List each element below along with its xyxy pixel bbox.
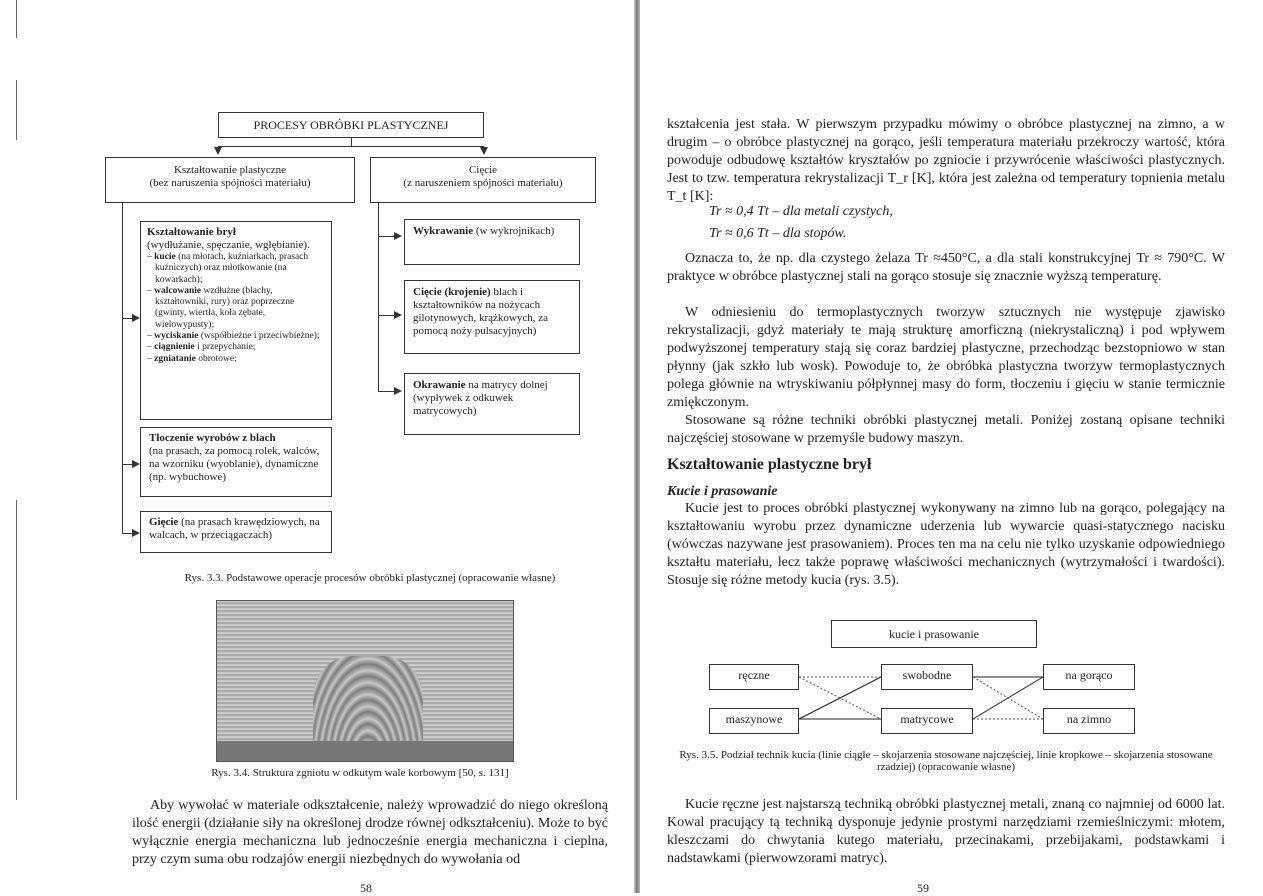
cold-box: na zimno	[1043, 708, 1135, 734]
diagram-title-box	[218, 112, 484, 138]
crankshaft-structure-photo	[216, 600, 514, 762]
bryl-item-text: (na młotach, kuźniarkach, prasach kuźniczych) oraz młotkowanie (na kowarkach);	[155, 252, 309, 285]
connector-line	[351, 138, 352, 147]
right-page	[641, 0, 1263, 893]
branch-shaping-box	[105, 157, 355, 203]
figure-caption-3-5: Rys. 3.5. Podział technik kucia (linie ciągłe – skojarzenia stosowane najczęściej, linie kropkowe – skojarzenia stosowane rzadziej) (opracowanie własne)	[679, 749, 1213, 773]
bryl-list-item: – ciągnienie i przepychanie;	[147, 342, 256, 353]
page-edge-line	[16, 0, 17, 38]
bryl-item-bold: zgniatanie	[154, 353, 196, 364]
bryl-item-text: i przepychanie;	[194, 342, 256, 353]
connector-line	[378, 203, 379, 391]
paragraph-3: W odniesieniu do termoplastycznych tworzyw sztucznych nie występuje zjawisko rekrystalizacji, gdyż materiały te mają strukturę amorficzną (niekrystaliczną) i pod wpływem podwyższonej temperatury stają się coraz bardziej plastyczne, przechodząc bezstopniowo w stan płynny (jak szkło lub wosk). Powoduje to, że obróbka plastyczna tworzyw termoplastycznych polega głównie na wtryskiwaniu półpłynnej masy do form, tłoczeniu i gięciu w stanie termicznie zmiękczonym.	[667, 305, 1225, 410]
bryl-item-bold: walcowanie	[154, 285, 202, 296]
bryl-item-bold: ciągnienie	[154, 342, 195, 353]
manual-box: ręczne	[709, 664, 799, 690]
wykrawanie-bold: Wykrawanie	[413, 225, 474, 237]
tloczenie-box	[140, 427, 332, 497]
okrawanie-box	[404, 373, 580, 435]
paragraph-6: Kucie ręczne jest najstarszą techniką obróbki plastycznej metali, znaną co najmniej od 6000 lat. Kowal pracujący tą techniką dysponuje jedynie prostymi narzędziami rzemieślniczymi: młotem, kleszczami do chwytania kutego materiału, przecinakami, przebijakami, podstawkami i nadstawkami (pierwowzorami matryc).	[667, 797, 1225, 866]
okrawanie-bold: Okrawanie	[413, 379, 466, 391]
branch-shaping-title: Kształtowanie plastyczne	[173, 164, 287, 176]
bryl-item-text: wzdłużne (blachy, kształtowniki, rury) oraz poprzeczne (gwinty, wiertła, koła zębate, wielowypusty);	[155, 285, 295, 330]
formula-2: Tr ≈ 0,6 Tt – dla stopów.	[709, 226, 847, 241]
page-number: 58	[360, 881, 372, 895]
bryl-desc: (wydłużanie, spęczanie, wgłębianie).	[147, 239, 310, 251]
bryl-list-item: – wyciskanie (współbieżne i przeciwbieżne);	[147, 331, 320, 342]
arrow-right-icon	[132, 529, 140, 537]
forging-root-box: kucie i prasowanie	[831, 620, 1037, 648]
bryl-title: Kształtowanie brył	[147, 226, 236, 238]
body-paragraph: Aby wywołać w materiale odkształcenie, należy wprowadzić do niego określoną ilość energii (działanie siły na określonej drodze równej odkształceniu). Może to być wyłącznie energia mechaniczna lub jednocześnie energia mechaniczna i cieplna, przy czym suma obu rodzajów energii niezbędnych do wywołania od	[132, 798, 608, 867]
bryl-item-text: obrotowe;	[195, 353, 237, 364]
machine-box: maszynowe	[709, 708, 799, 734]
branch-cutting-box	[370, 157, 596, 203]
figure-caption-3-4: Rys. 3.4. Struktura zgniotu w odkutym wale korbowym [50, s. 131]	[211, 767, 509, 779]
book-gutter	[634, 0, 640, 893]
arrow-down-icon	[480, 147, 488, 155]
bryl-list-item: – zgniatanie obrotowe;	[147, 353, 237, 364]
formula-1: Tr ≈ 0,4 Tt – dla metali czystych,	[709, 204, 893, 219]
diagram-title: PROCESY OBRÓBKI PLASTYCZNEJ	[253, 118, 449, 132]
arrow-right-icon	[394, 387, 402, 395]
okrawanie-text: na matrycy dolnej (wypływek z odkuwek matrycowych)	[413, 379, 548, 417]
paragraph-4: Stosowane są różne techniki obróbki plastycznej metali. Poniżej zostaną opisane techniki najczęściej stosowane w przemyśle budowy maszyn.	[667, 413, 1225, 446]
paragraph-2: Oznacza to, że np. dla czystego żelaza Tr ≈450°C, a dla stali konstrukcyjnej Tr ≈ 790°C. W praktyce w obróbce plastycznej stali na gorąco stosuje się znacznie wyższą temperaturę.	[667, 251, 1225, 284]
wykrawanie-box	[404, 219, 580, 265]
paragraph-5: Kucie jest to proces obróbki plastycznej wykonywany na zimno lub na gorąco, polegający na kształtowaniu wyrobu przez dynamiczne uderzenia lub wywarcie quasi-statycznego nacisku (wówczas nazywane jest prasowaniem). Proces ten ma na celu nie tylko uzyskanie odpowiedniego kształtu materiału, lecz także poprawę właściwości mechanicznych (wytrzymałości i twardości). Stosuje się różne metody kucia (rys. 3.5).	[667, 501, 1225, 588]
bryl-box	[140, 221, 332, 420]
giecie-text: (na prasach krawędziowych, na walcach, w przeciągaczach)	[149, 516, 320, 541]
figure-caption-3-3: Rys. 3.3. Podstawowe operacje procesów obróbki plastycznej (opracowanie własne)	[184, 572, 556, 584]
arrow-right-icon	[394, 232, 402, 240]
page-edge-line	[16, 500, 17, 800]
branch-shaping-sub: (bez naruszenia spójności materiału)	[149, 177, 311, 189]
section-subheading: Kucie i prasowanie	[667, 484, 778, 499]
connector-line	[122, 203, 123, 533]
tloczenie-title: Tłoczenie wyrobów z blach	[149, 432, 276, 444]
page-number: 59	[917, 881, 929, 895]
giecie-box	[140, 511, 332, 553]
giecie-bold: Gięcie	[149, 516, 179, 528]
bryl-item-text: (współbieżne i przeciwbieżne);	[198, 331, 320, 342]
tloczenie-desc: (na prasach, za pomocą rolek, walców, na wzorniku (wyoblanie), dynamiczne (np. wybuchowe)	[149, 445, 320, 483]
paragraph-1: kształcenia jest stała. W pierwszym przypadku mówimy o obróbce plastycznej na zimno, a w drugim – o obróbce plastycznej na gorąco, jeśli temperatura materiału przekroczy wartość, która powoduje odbudowę kształtów kryształów po zgniocie i przywrócenie właściwości plastycznych. Jest to tzw. temperatura rekrystalizacji T_r [K], która jest zależna od temperatury topnienia metalu T_t [K]:	[667, 117, 1225, 204]
arrow-right-icon	[132, 460, 140, 468]
arrow-down-icon	[214, 147, 222, 155]
bryl-list-item: – kucie (na młotach, kuźniarkach, prasach kuźniczych) oraz młotkowanie (na kowarkach);	[147, 252, 309, 285]
die-forging-box: matrycowe	[881, 708, 973, 734]
bryl-list	[147, 252, 325, 365]
branch-cutting-title: Cięcie	[468, 164, 498, 176]
ciecie-bold: Cięcie (krojenie)	[413, 286, 491, 298]
hot-box: na gorąco	[1043, 664, 1135, 690]
bryl-item-bold: wyciskanie	[154, 331, 199, 342]
ciecie-box	[404, 280, 580, 354]
page-edge-line	[16, 80, 17, 140]
bryl-list-item: – walcowanie wzdłużne (blachy, kształtowniki, rury) oraz poprzeczne (gwinty, wiertła, koła zębate, wielowypusty);	[147, 285, 295, 330]
arrow-right-icon	[394, 311, 402, 319]
section-heading: Kształtowanie plastyczne brył	[667, 456, 872, 473]
bryl-item-bold: kucie	[154, 252, 176, 262]
ciecie-text: blach i kształtowników na nożycach gilotynowych, krążkowych, za pomocą noży pulsacyjnych)	[413, 286, 549, 337]
branch-cutting-sub: (z naruszeniem spójności materiału)	[403, 177, 563, 189]
wykrawanie-text: (w wykrojnikach)	[473, 225, 555, 237]
arrow-right-icon	[132, 314, 140, 322]
free-forging-box: swobodne	[881, 664, 973, 690]
